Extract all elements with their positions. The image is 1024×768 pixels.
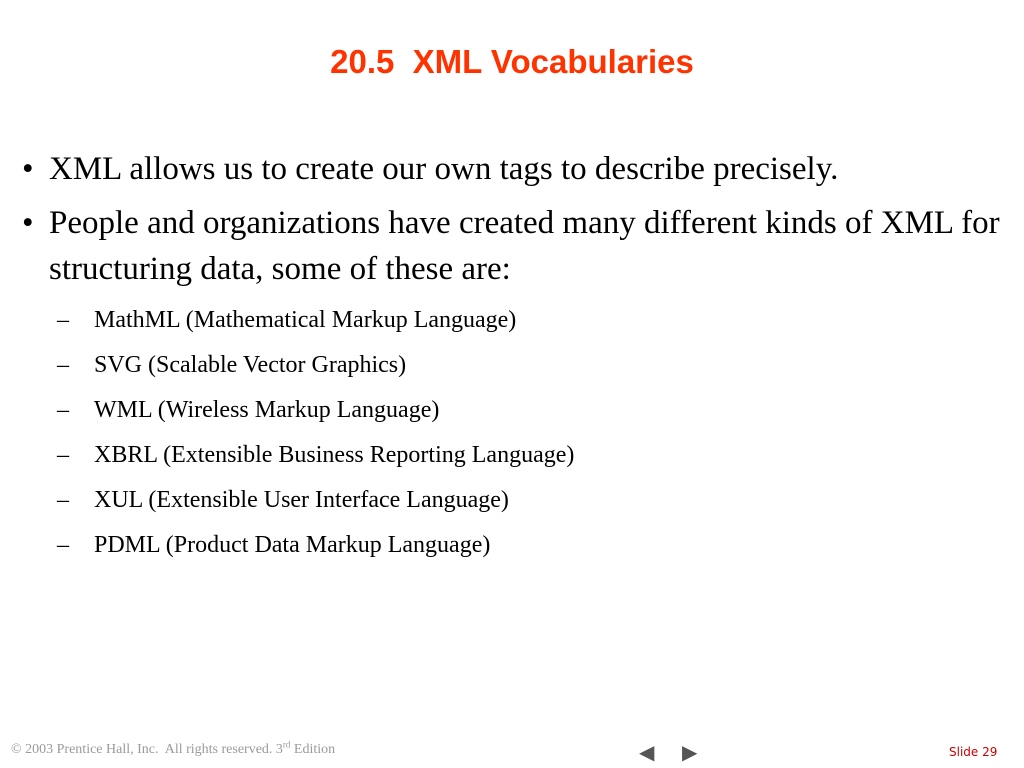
bullet-item <box>22 146 1012 192</box>
copyright-symbol: © <box>11 742 22 757</box>
vocabulary-label: XBRL (Extensible Business Reporting Language) <box>94 442 575 468</box>
vocabulary-list <box>22 298 1012 568</box>
dash-marker: – <box>57 442 69 468</box>
vocabulary-item-wml <box>22 388 1012 433</box>
next-slide-arrow-icon[interactable]: ▶ <box>682 740 698 764</box>
vocabulary-item-mathml <box>22 298 1012 343</box>
vocabulary-item-xul <box>22 478 1012 523</box>
bullet-item <box>22 200 1012 292</box>
dash-marker: – <box>57 487 69 513</box>
slide-number: Slide 29 <box>949 745 998 759</box>
vocabulary-label: SVG (Scalable Vector Graphics) <box>94 352 407 378</box>
bullet-marker: • <box>22 205 34 241</box>
bullet-text: XML allows us to create our own tags to describe precisely. <box>49 151 839 187</box>
bullet-text: People and organizations have created many different kinds of XML for structuring data, some of these are: <box>49 205 1000 287</box>
edition-text: Edition <box>290 742 336 757</box>
slide-body <box>22 146 1012 568</box>
dash-marker: – <box>57 532 69 558</box>
previous-slide-arrow-icon[interactable]: ◀ <box>639 740 655 764</box>
vocabulary-label: MathML (Mathematical Markup Language) <box>94 307 517 333</box>
dash-marker: – <box>57 397 69 423</box>
edition-superscript: rd <box>282 739 291 750</box>
dash-marker: – <box>57 352 69 378</box>
vocabulary-item-pdml <box>22 523 1012 568</box>
vocabulary-item-svg <box>22 343 1012 388</box>
copyright-notice <box>11 739 336 758</box>
vocabulary-label: PDML (Product Data Markup Language) <box>94 532 491 558</box>
slide-title: 20.5 XML Vocabularies <box>330 43 694 80</box>
vocabulary-label: WML (Wireless Markup Language) <box>94 397 440 423</box>
bullet-marker: • <box>22 151 34 187</box>
copyright-text: 2003 Prentice Hall, Inc. All rights reserved. 3 <box>21 742 283 757</box>
vocabulary-item-xbrl <box>22 433 1012 478</box>
dash-marker: – <box>57 307 69 333</box>
vocabulary-label: XUL (Extensible User Interface Language) <box>94 487 509 513</box>
